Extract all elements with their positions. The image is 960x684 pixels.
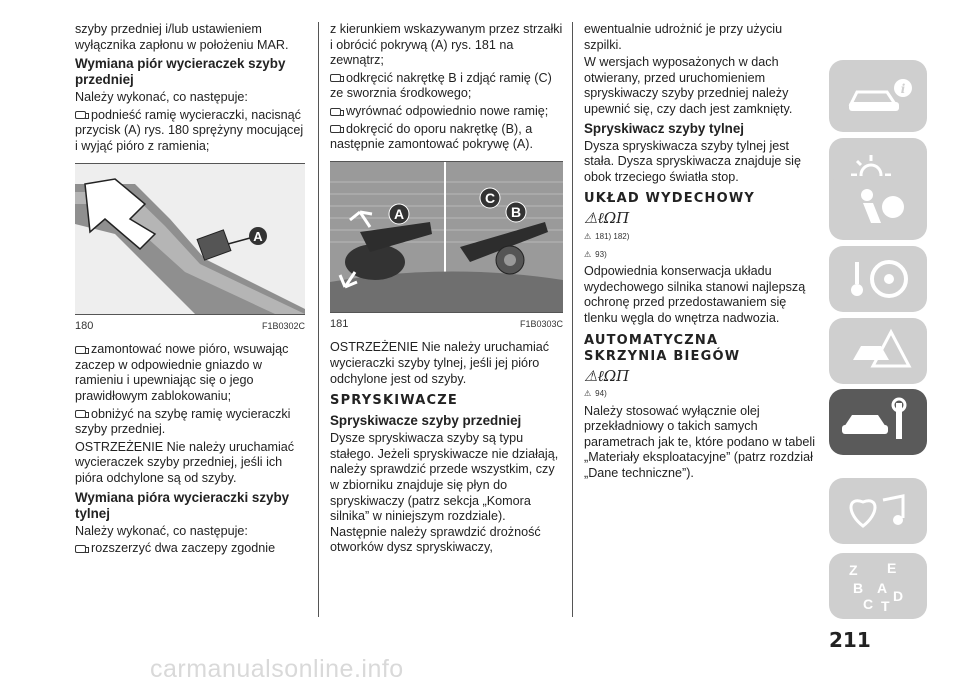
bullet-item: podnieść ramię wycieraczki, nacisnąć przycisk (A) rys. 180 sprężyny mocującej i wyjąć pióro z ramienia; (75, 107, 304, 153)
paragraph: szyby przedniej i/lub ustawieniem wyłącznika zapłonu w położeniu MAR. (75, 22, 289, 52)
svg-text:i: i (900, 82, 906, 96)
paragraph: Należy stosować wyłącznie olej przekładniowy o takich samych parametrach jak te, które podano w tabeli „Materiały eksploatacyjne” (patrz rozdział „Dane techniczne”). (584, 403, 816, 481)
car-maintenance-icon (838, 397, 918, 447)
paragraph: Odpowiednia konserwacja układu wydechowego silnika stanowi najlepszą ochronę przed przedostawaniem się tlenku węgla do wnętrza nadwozia. (584, 264, 806, 325)
chapter-heading: UKŁAD WYDECHOWY (584, 191, 756, 207)
chapter-heading: SKRZYNIA BIEGÓW (584, 348, 741, 364)
svg-text:Z: Z (849, 562, 858, 578)
figure-number: 180 (75, 319, 94, 332)
figure-caption (75, 319, 305, 335)
bullet-icon (330, 74, 341, 82)
tab-car-info[interactable] (829, 60, 927, 132)
svg-text:C: C (863, 596, 874, 612)
tab-starting-driving[interactable] (829, 246, 927, 312)
warning-ref: ⚠ 94) (584, 386, 816, 402)
paragraph: Dysza spryskiwacza szyby tylnej jest stała. Dysza spryskiwacza znajduje się obok trzeciego światła stop. (584, 138, 801, 184)
section-heading: Spryskiwacze szyby przedniej (330, 413, 522, 429)
figure-code: F1B0303C (519, 318, 563, 329)
svg-text:A: A (877, 580, 888, 596)
warning-icon: ⚠ (584, 249, 592, 259)
key-steering-icon (843, 254, 913, 304)
svg-text:T: T (881, 598, 890, 613)
callout-a: A (253, 228, 263, 244)
index-letters-icon (843, 559, 913, 613)
callout-b: B (510, 203, 522, 220)
bullet-item: rozszerzyć dwa zaczepy zgodnie (75, 541, 305, 557)
figure-181 (330, 161, 563, 313)
car-info-icon (843, 74, 913, 118)
tab-safety[interactable] (829, 176, 927, 240)
svg-text:E: E (887, 560, 897, 576)
figure-180 (75, 163, 305, 315)
paragraph: Należy wykonać, co następuje: (75, 90, 248, 105)
airbag-safety-icon (843, 183, 913, 233)
paragraph: W wersjach wyposażonych w dach otwierany, przed uruchomieniem spryskiwaczy szyby przedniej należy upewnić się, czy dach jest zamknięty. (584, 55, 793, 116)
warning-icon: ⚠ (584, 231, 592, 241)
rear-wiper-illustration (330, 162, 563, 312)
bullet-icon (75, 111, 86, 119)
svg-text:D: D (893, 588, 904, 604)
music-heart-icon (843, 486, 913, 536)
warning-ref: ⚠ 93) (584, 247, 816, 263)
column-divider (572, 22, 573, 617)
column-2 (330, 22, 563, 558)
tab-maintenance[interactable] (829, 389, 927, 455)
section-heading: Wymiana pióra wycieraczki szyby tylnej (75, 489, 290, 521)
bullet-icon (330, 125, 341, 133)
tab-index[interactable] (829, 553, 927, 619)
bullet-item: dokręcić do oporu nakrętkę (B), a następnie zamontować pokrywę (A). (330, 121, 533, 152)
callout-a: A (393, 205, 405, 222)
watermark: carmanualsonline.info (150, 655, 404, 683)
warning-icon: ⚠ (584, 389, 592, 399)
section-heading: Wymiana piór wycieraczek szyby przedniej (75, 56, 286, 88)
bullet-icon (75, 410, 86, 418)
column-1 (75, 22, 305, 559)
notice-symbol-icon: ⚠︎ℓΩΠ (584, 366, 630, 385)
warning-paragraph: OSTRZEŻENIE Nie należy uruchamiać wycieraczek szyby przedniej, jeśli ich pióra odchylone są od szyby. (75, 439, 295, 485)
chapter-heading: SPRYSKIWACZE (330, 393, 458, 409)
svg-text:B: B (853, 580, 864, 596)
figure-caption (330, 317, 563, 333)
paragraph: Należy wykonać, co następuje: (75, 523, 248, 538)
chapter-heading: AUTOMATYCZNA (584, 332, 719, 348)
page-number: 211 (829, 628, 871, 652)
warning-ref: ⚠ 181) 182) (584, 229, 816, 245)
tab-emergency[interactable] (829, 318, 927, 384)
bullet-icon (75, 346, 86, 354)
bullet-item: zamontować nowe pióro, wsuwając zaczep w odpowiednie gniazdo w ramieniu i upewniając się o jego prawidłowym zablokowaniu; (75, 342, 289, 403)
figure-code: F1B0302C (261, 320, 305, 331)
emergency-icon (843, 326, 913, 376)
bullet-icon (75, 545, 86, 553)
paragraph: z kierunkiem wskazywanym przez strzałki i obrócić pokrywą (A) rys. 181 na zewnątrz; (330, 22, 563, 68)
notice-symbol-icon: ⚠︎ℓΩΠ (584, 209, 630, 228)
callout-c: C (484, 189, 496, 206)
bullet-icon (330, 108, 341, 116)
paragraph: Dysze spryskiwacza szyby są typu stałego. Jeżeli spryskiwacze nie działają, należy sprawdzić przede wszystkim, czy w zbiorniku znajduje się płyn do spryskiwaczy (patrz sekcja „Komora silnika” w niniejszym rozdziale). Następnie należy sprawdzić drożność otworków dysz spryskiwaczy, (330, 431, 559, 555)
bullet-item: wyrównać odpowiednio nowe ramię; (330, 104, 563, 120)
warning-paragraph: OSTRZEŻENIE Nie należy uruchamiać wycieraczki szyby tylnej, jeśli jej pióro odchylone jest od szyby. (330, 340, 550, 386)
tab-multimedia[interactable] (829, 478, 927, 544)
section-heading: Spryskiwacz szyby tylnej (584, 120, 745, 136)
column-divider (318, 22, 319, 617)
paragraph: ewentualnie udrożnić je przy użyciu szpilki. (584, 22, 783, 52)
wiper-blade-illustration (75, 164, 305, 314)
column-3 (584, 22, 816, 484)
bullet-item: obniżyć na szybę ramię wycieraczki szyby przedniej. (75, 406, 291, 437)
bullet-item: odkręcić nakrętkę B i zdjąć ramię (C) ze sworznia środkowego; (330, 70, 552, 101)
figure-number: 181 (330, 317, 349, 330)
